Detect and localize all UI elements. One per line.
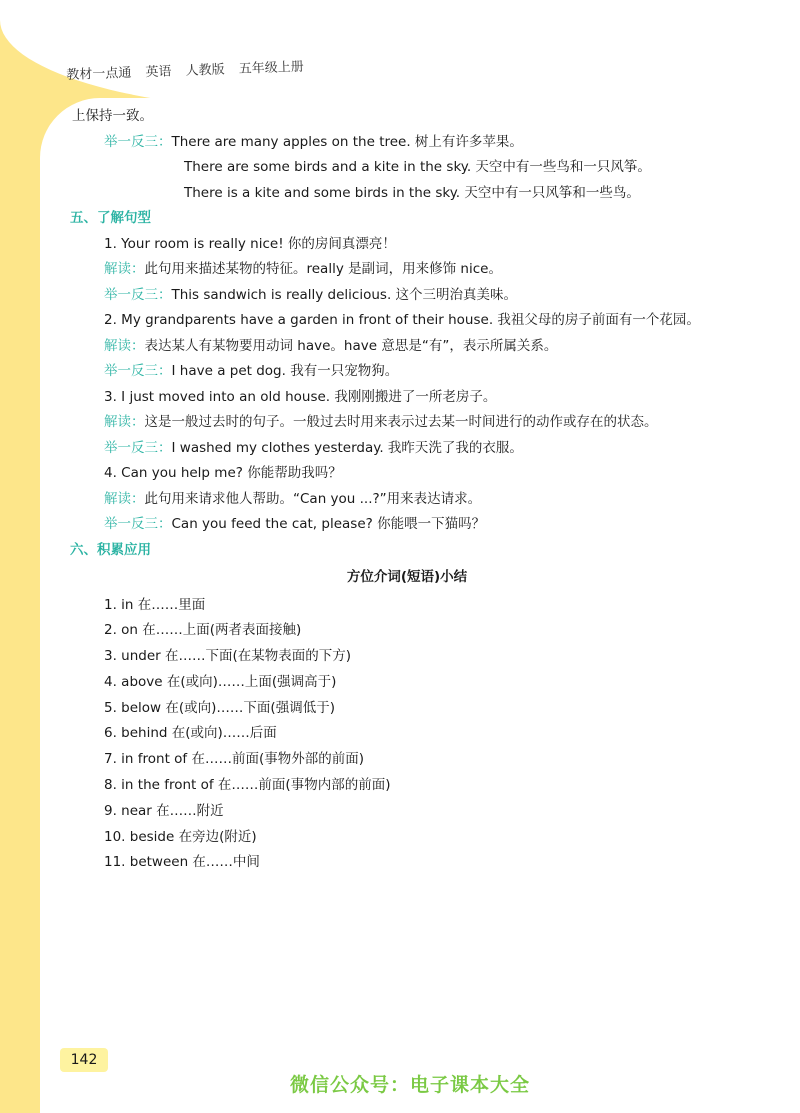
example-label: 举一反三：	[104, 133, 172, 150]
example-line	[72, 130, 742, 156]
example-line: There are some birds and a kite in the sky. 天空中有一些鸟和一只风筝。	[184, 159, 651, 175]
list-item: 11. between 在……中间	[104, 854, 260, 871]
list-item: 4. above 在(或向)……上面(强调高于)	[104, 673, 337, 690]
explanation-text: 此句用来请求他人帮助。“Can you ...?”用来表达请求。	[144, 490, 482, 507]
list-item: 5. below 在(或向)……下面(强调低于)	[104, 699, 335, 716]
header-grade: 五年级上册	[238, 59, 305, 77]
explanation-label: 解读：	[104, 261, 145, 277]
list-item: 9. near 在……附近	[104, 802, 224, 819]
example-line	[72, 512, 742, 538]
example-text: There are many apples on the tree. 树上有许多苹果。	[171, 133, 523, 150]
section-heading: 六、积累应用	[70, 541, 151, 558]
explanation-line	[72, 410, 742, 436]
explanation-label: 解读：	[104, 414, 145, 430]
example-text: I have a pet dog. 我有一只宠物狗。	[171, 363, 399, 379]
example-text: This sandwich is really delicious. 这个三明治真美味。	[171, 286, 518, 303]
explanation-text: 此句用来描述某物的特征。really 是副词，用来修饰 nice。	[144, 261, 502, 277]
sentence-line: 1. Your room is really nice! 你的房间真漂亮！	[104, 235, 396, 252]
example-line	[72, 283, 742, 309]
section-heading: 五、了解句型	[70, 210, 151, 226]
header-publisher: 人教版	[185, 62, 225, 79]
header-subject: 英语	[145, 64, 172, 81]
continuation-text: 上保持一致。	[72, 108, 153, 124]
explanation-line	[72, 487, 742, 513]
explanation-line	[72, 257, 742, 283]
list-item: 10. beside 在旁边(附近)	[104, 828, 257, 845]
example-text: I washed my clothes yesterday. 我昨天洗了我的衣服。	[171, 439, 523, 456]
example-label: 举一反三：	[104, 516, 172, 532]
example-line: There is a kite and some birds in the sky. 天空中有一只风筝和一些鸟。	[184, 184, 640, 201]
list-item: 7. in front of 在……前面(事物外部的前面)	[104, 751, 365, 768]
list-item: 1. in 在……里面	[104, 596, 206, 613]
list-item: 6. behind 在(或向)……后面	[104, 725, 277, 742]
explanation-label: 解读：	[104, 337, 145, 354]
example-text: Can you feed the cat, please? 你能喂一下猫吗？	[171, 516, 486, 532]
watermark-text: 微信公众号：电子课本大全	[290, 1074, 531, 1096]
explanation-text: 这是一般过去时的句子。一般过去时用来表示过去某一时间进行的动作或存在的状态。	[144, 414, 658, 430]
example-line	[72, 436, 742, 462]
sentence-line: 2. My grandparents have a garden in front of their house. 我祖父母的房子前面有一个花园。	[104, 312, 700, 328]
page-content	[72, 104, 742, 876]
explanation-line	[72, 334, 742, 360]
page-number: 142	[60, 1048, 108, 1072]
preposition-list	[72, 593, 742, 877]
example-line	[72, 359, 742, 385]
explanation-text: 表达某人有某物要用动词 have。have 意思是“有”，表示所属关系。	[144, 337, 558, 354]
example-label: 举一反三：	[104, 439, 172, 456]
list-item: 8. in the front of 在……前面(事物内部的前面)	[104, 777, 391, 794]
example-label: 举一反三：	[104, 363, 172, 379]
example-label: 举一反三：	[104, 286, 172, 303]
list-item: 2. on 在……上面(两者表面接触)	[104, 622, 302, 639]
list-item: 3. under 在……下面(在某物表面的下方)	[104, 648, 352, 665]
sentence-line: 3. I just moved into an old house. 我刚刚搬进了一所老房子。	[104, 388, 497, 405]
table-title: 方位介词(短语)小结	[346, 569, 468, 585]
sentence-line: 4. Can you help me? 你能帮助我吗？	[104, 465, 342, 481]
explanation-label: 解读：	[104, 490, 145, 507]
header-book: 教材一点通	[66, 65, 132, 83]
